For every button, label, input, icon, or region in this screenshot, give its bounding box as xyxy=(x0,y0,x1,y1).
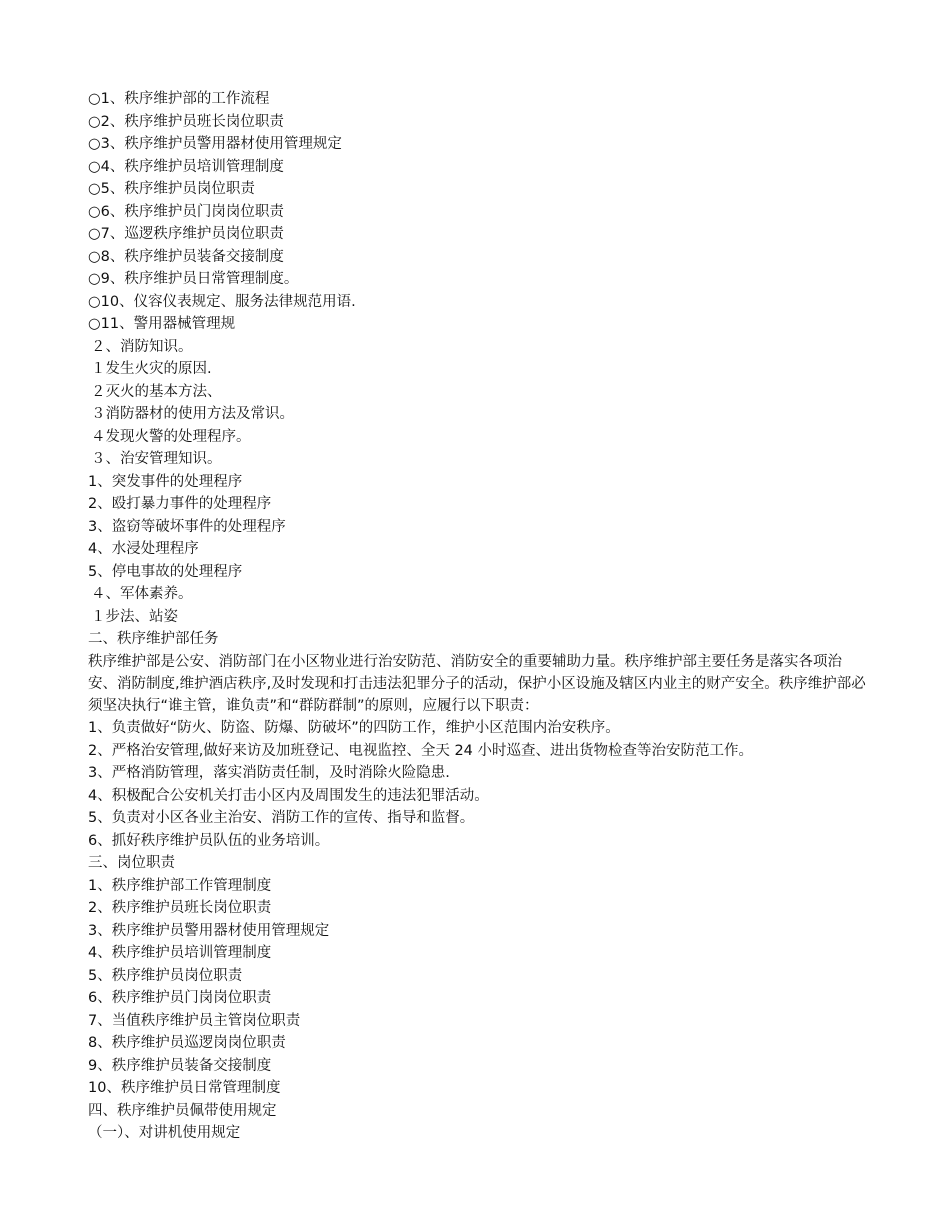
toc-item: ○2、秩序维护员班长岗位职责 xyxy=(88,113,284,130)
military-heading: ４、军体素养。 xyxy=(91,586,193,602)
toc-item: ○10、仪容仪表规定、服务法律规范用语. xyxy=(88,293,356,310)
security-knowledge-item: 2、殴打暴力事件的处理程序 xyxy=(88,496,272,512)
toc-item: ○1、秩序维护部的工作流程 xyxy=(88,91,270,107)
fire-knowledge-item: １发生火灾的原因. xyxy=(91,361,212,377)
toc-item: ○5、秩序维护员岗位职责 xyxy=(88,181,255,197)
security-knowledge-item: 1、突发事件的处理程序 xyxy=(88,473,243,490)
section2-duty: 1、负责做好“防火、防盗、防爆、防破坏”的四防工作，维护小区范围内治安秩序。 xyxy=(88,720,620,737)
section3-item: 9、秩序维护员装备交接制度 xyxy=(88,1057,272,1074)
toc-item: ○6、秩序维护员门岗岗位职责 xyxy=(88,203,284,220)
fire-knowledge-item: ２灭火的基本方法、 xyxy=(91,383,222,400)
section3-item: 6、秩序维护员门岗岗位职责 xyxy=(88,990,272,1007)
section3-item: 4、秩序维护员培训管理制度 xyxy=(88,945,272,962)
document-page xyxy=(88,88,868,1145)
section4-subheading: （一）、对讲机使用规定 xyxy=(88,1125,241,1142)
fire-knowledge-item: ３消防器材的使用方法及常识。 xyxy=(91,406,294,422)
security-knowledge-heading: ３、治安管理知识。 xyxy=(91,451,222,467)
fire-knowledge-heading: ２、消防知识。 xyxy=(91,338,193,355)
section2-duty: 3、严格消防管理，落实消防责任制，及时消除火险隐患. xyxy=(88,765,450,782)
section2-heading: 二、秩序维护部任务 xyxy=(88,631,219,647)
toc-item: ○8、秩序维护员装备交接制度 xyxy=(88,248,284,265)
section2-duty: 2、严格治安管理,做好来访及加班登记、电视监控、全天 24 小时巡查、进出货物检查等治安防范工作。 xyxy=(88,742,753,759)
toc-item: ○4、秩序维护员培训管理制度 xyxy=(88,158,284,175)
section3-item: 10、秩序维护员日常管理制度 xyxy=(88,1080,281,1097)
toc-item: ○9、秩序维护员日常管理制度。 xyxy=(88,271,299,287)
fire-knowledge-item: ４发现火警的处理程序。 xyxy=(91,428,251,445)
security-knowledge-item: 4、水浸处理程序 xyxy=(88,541,199,557)
security-knowledge-item: 3、盗窃等破坏事件的处理程序 xyxy=(88,518,286,535)
section3-heading: 三、岗位职责 xyxy=(88,855,175,872)
section3-item: 2、秩序维护员班长岗位职责 xyxy=(88,900,272,917)
security-knowledge-item: 5、停电事故的处理程序 xyxy=(88,563,243,580)
section2-paragraph: 秩序维护部是公安、消防部门在小区物业进行治安防范、消防安全的重要辅助力量。秩序维护部主要任务是落实各项治安、消防制度,维护酒店秩序,及时发现和打击违法犯罪分子的活动，保护小区设施及辖区内业主的财产安全。秩序维护部必须坚决执行“谁主管，谁负责”和“群防群制”的原则，应履行以下职责： xyxy=(88,653,866,715)
section3-item: 7、当值秩序维护员主管岗位职责 xyxy=(88,1012,301,1029)
section2-duty: 4、积极配合公安机关打击小区内及周围发生的违法犯罪活动。 xyxy=(88,787,489,804)
section2-duty: 6、抓好秩序维护员队伍的业务培训。 xyxy=(88,832,330,849)
military-item: １步法、站姿 xyxy=(91,608,178,625)
section3-item: 5、秩序维护员岗位职责 xyxy=(88,967,243,984)
section3-item: 1、秩序维护部工作管理制度 xyxy=(88,877,272,894)
toc-item: ○3、秩序维护员警用器材使用管理规定 xyxy=(88,136,342,152)
toc-item: ○11、警用器械管理规 xyxy=(88,316,236,332)
section3-item: 8、秩序维护员巡逻岗岗位职责 xyxy=(88,1035,286,1052)
section4-heading: 四、秩序维护员佩带使用规定 xyxy=(88,1102,277,1119)
toc-item: ○7、巡逻秩序维护员岗位职责 xyxy=(88,226,284,242)
section2-duty: 5、负责对小区各业主治安、消防工作的宣传、指导和监督。 xyxy=(88,810,475,827)
section3-item: 3、秩序维护员警用器材使用管理规定 xyxy=(88,922,330,939)
